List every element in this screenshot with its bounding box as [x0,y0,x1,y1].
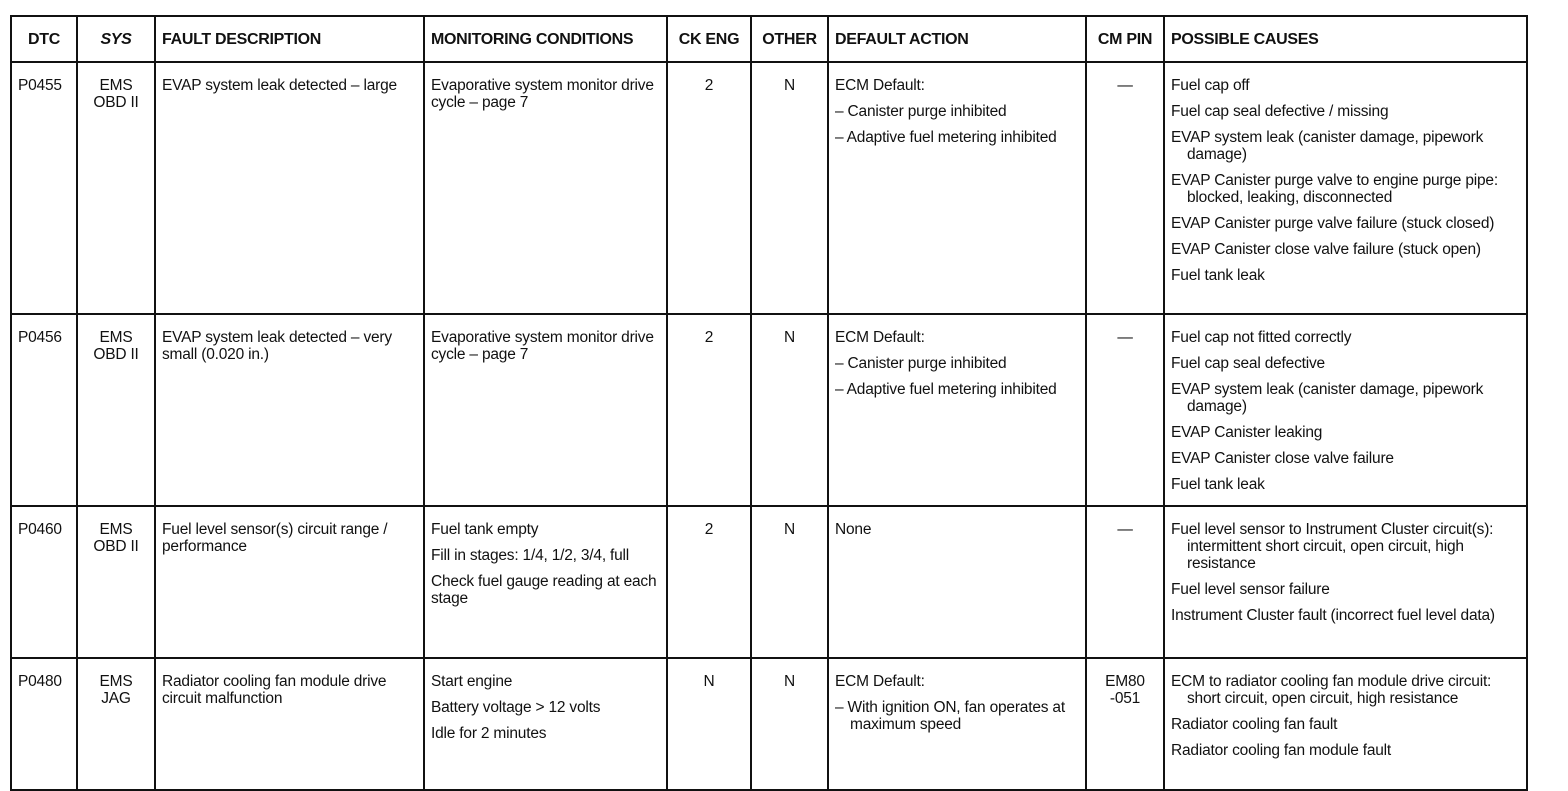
dtc-table [10,15,1528,791]
default-action-line: ECM Default: [835,673,925,690]
monitoring-line: Start engine [431,673,513,690]
cause-item: Fuel tank leak [1171,267,1265,284]
system-cell [77,506,155,658]
fault-description: Fuel level sensor(s) circuit range / performance [155,506,424,658]
system-line: EMS [99,673,133,690]
system-cell [77,314,155,506]
default-action-line: – Adaptive fuel metering inhibited [835,129,1057,146]
dtc-code: P0480 [11,658,77,790]
header-row [11,16,1527,62]
cause-item: Radiator cooling fan fault [1171,716,1338,733]
default-action-line: – Adaptive fuel metering inhibited [835,381,1057,398]
cause-item: EVAP system leak (canister damage, pipework damage) [1171,381,1484,415]
default-action-line: – Canister purge inhibited [835,355,1007,372]
system-line: EMS [99,521,133,538]
ck-eng-value: 2 [667,314,751,506]
cause-item: Fuel tank leak [1171,476,1265,493]
cause-item: Fuel cap off [1171,77,1250,94]
monitoring-line: Check fuel gauge reading at each stage [431,573,657,607]
fault-description: EVAP system leak detected – large [155,62,424,314]
dtc-code: P0456 [11,314,77,506]
monitoring-line: Evaporative system monitor drive cycle – page 7 [431,77,654,111]
system-line: JAG [101,690,131,707]
possible-causes-cell [1164,314,1527,506]
cause-item: Instrument Cluster fault (incorrect fuel level data) [1171,607,1495,624]
cause-item: EVAP Canister purge valve failure (stuck closed) [1171,215,1495,232]
cause-item: Fuel level sensor failure [1171,581,1330,598]
cm-pin-value: — [1086,506,1164,658]
cause-item: Fuel cap not fitted correctly [1171,329,1352,346]
monitoring-cell [424,506,667,658]
table-row [11,506,1527,658]
default-action-cell [828,62,1086,314]
table-row [11,62,1527,314]
cm-pin-value: EM80 -051 [1086,658,1164,790]
header-cm-pin: CM PIN [1086,16,1164,62]
other-value: N [751,658,828,790]
dtc-code: P0455 [11,62,77,314]
system-cell [77,62,155,314]
cause-item: EVAP Canister close valve failure [1171,450,1394,467]
system-line: OBD II [93,94,139,111]
monitoring-line: Battery voltage > 12 volts [431,699,601,716]
monitoring-cell [424,658,667,790]
default-action-cell [828,506,1086,658]
cause-item: EVAP system leak (canister damage, pipework damage) [1171,129,1484,163]
table-row [11,314,1527,506]
monitoring-line: Fuel tank empty [431,521,539,538]
header-ck-eng: CK ENG [667,16,751,62]
monitoring-cell [424,314,667,506]
header-fault-description: FAULT DESCRIPTION [155,16,424,62]
cause-item: EVAP Canister purge valve to engine purge pipe: blocked, leaking, disconnected [1171,172,1498,206]
possible-causes-cell [1164,506,1527,658]
default-action-cell [828,314,1086,506]
cause-item: Fuel cap seal defective [1171,355,1325,372]
header-sys: SYS [77,16,155,62]
header-other: OTHER [751,16,828,62]
header-monitoring-conditions: MONITORING CONDITIONS [424,16,667,62]
default-action-line: ECM Default: [835,77,925,94]
monitoring-line: Fill in stages: 1/4, 1/2, 3/4, full [431,547,630,564]
default-action-line: – With ignition ON, fan operates at maximum speed [835,699,1065,733]
other-value: N [751,506,828,658]
default-action-cell [828,658,1086,790]
cause-item: ECM to radiator cooling fan module drive circuit: short circuit, open circuit, high resistance [1171,673,1492,707]
default-action-line: – Canister purge inhibited [835,103,1007,120]
system-line: EMS [99,329,133,346]
possible-causes-cell [1164,658,1527,790]
fault-description: Radiator cooling fan module drive circuit malfunction [155,658,424,790]
ck-eng-value: 2 [667,62,751,314]
system-line: OBD II [93,538,139,555]
system-line: OBD II [93,346,139,363]
system-cell [77,658,155,790]
possible-causes-cell [1164,62,1527,314]
other-value: N [751,62,828,314]
cause-item: EVAP Canister close valve failure (stuck open) [1171,241,1481,258]
monitoring-line: Idle for 2 minutes [431,725,547,742]
cause-item: Fuel level sensor to Instrument Cluster circuit(s): intermittent short circuit, open circuit, high resistance [1171,521,1494,572]
monitoring-line: Evaporative system monitor drive cycle – page 7 [431,329,654,363]
cm-pin-value: — [1086,62,1164,314]
cause-item: Radiator cooling fan module fault [1171,742,1392,759]
other-value: N [751,314,828,506]
dtc-code: P0460 [11,506,77,658]
default-action-line: None [835,521,872,538]
system-line: EMS [99,77,133,94]
header-possible-causes: POSSIBLE CAUSES [1164,16,1527,62]
cause-item: Fuel cap seal defective / missing [1171,103,1389,120]
fault-description: EVAP system leak detected – very small (0.020 in.) [155,314,424,506]
header-dtc: DTC [11,16,77,62]
header-default-action: DEFAULT ACTION [828,16,1086,62]
ck-eng-value: 2 [667,506,751,658]
default-action-line: ECM Default: [835,329,925,346]
cm-pin-value: — [1086,314,1164,506]
monitoring-cell [424,62,667,314]
table-row [11,658,1527,790]
ck-eng-value: N [667,658,751,790]
cause-item: EVAP Canister leaking [1171,424,1323,441]
